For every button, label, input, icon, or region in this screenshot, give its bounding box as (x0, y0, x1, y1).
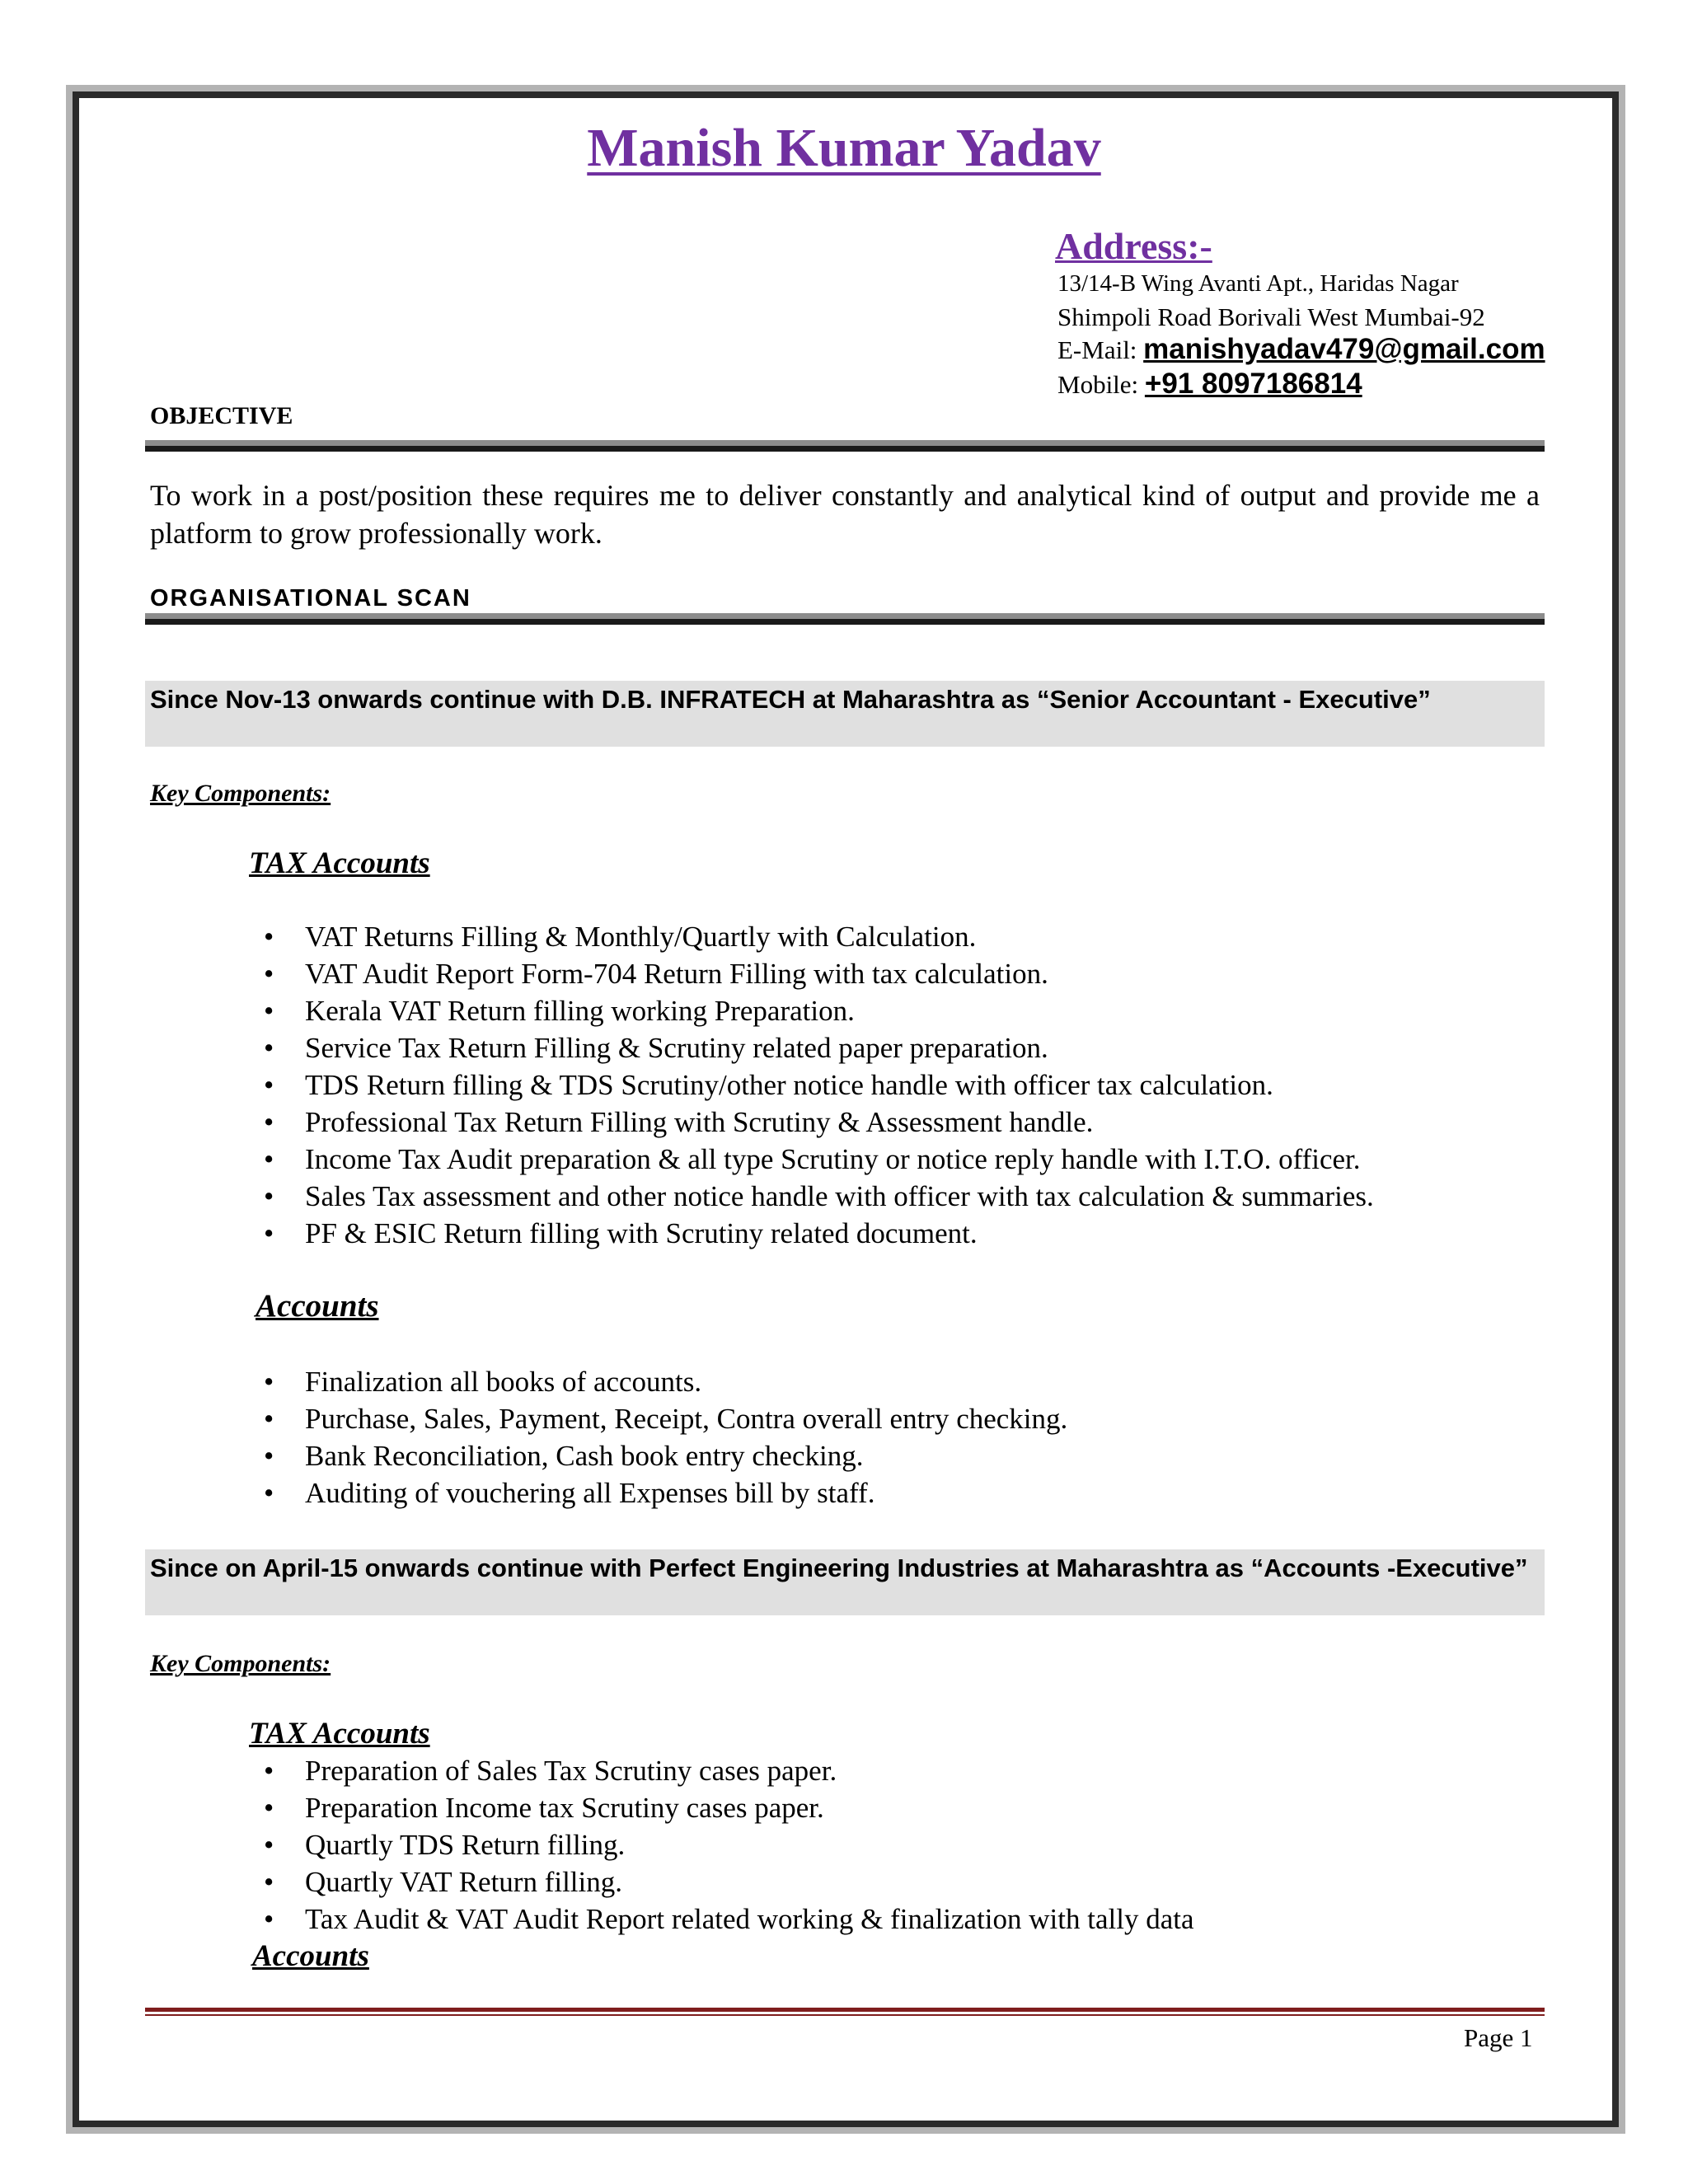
list-item: • Preparation Income tax Scrutiny cases paper. (305, 1789, 1194, 1826)
list-item: • PF & ESIC Return filling with Scrutiny related document. (305, 1215, 1374, 1252)
list-item: • Quartly VAT Return filling. (305, 1863, 1194, 1900)
job1-tax-list (305, 918, 1374, 1252)
list-item: • Tax Audit & VAT Audit Report related working & finalization with tally data (305, 1900, 1194, 1938)
job1-accounts-list (305, 1363, 1067, 1511)
objective-text: To work in a post/position these requires me to deliver constantly and analytical kind of output and provide me a platform to grow professionally work. (150, 479, 1540, 550)
mobile-row (1057, 368, 1362, 401)
footer-divider (145, 2008, 1545, 2016)
list-item: • VAT Returns Filling & Monthly/Quartly with Calculation. (305, 918, 1374, 955)
organisational-scan-title: ORGANISATIONAL SCAN (150, 585, 471, 612)
email-row (1057, 333, 1545, 366)
mobile-number: +91 8097186814 (1144, 368, 1362, 400)
list-item: • VAT Audit Report Form-704 Return Filling with tax calculation. (305, 955, 1374, 992)
objective-title: OBJECTIVE (150, 402, 293, 429)
objective-divider (145, 440, 1545, 452)
list-item: • TDS Return filling & TDS Scrutiny/other notice handle with officer tax calculation. (305, 1066, 1374, 1104)
email-link[interactable]: manishyadav479@gmail.com (1143, 333, 1545, 365)
candidate-name: Manish Kumar Yadav (587, 118, 1101, 178)
list-item: • Professional Tax Return Filling with Scrutiny & Assessment handle. (305, 1104, 1374, 1141)
list-item: • Auditing of vouchering all Expenses bill by staff. (305, 1474, 1067, 1511)
list-item: • Finalization all books of accounts. (305, 1363, 1067, 1400)
address-line-2: Shimpoli Road Borivali West Mumbai-92 (1057, 302, 1485, 331)
job1-tax-accounts-title: TAX Accounts (249, 846, 430, 880)
job2-tax-list (305, 1752, 1194, 1938)
list-item: • Income Tax Audit preparation & all type Scrutiny or notice reply handle with I.T.O. officer. (305, 1141, 1374, 1178)
list-item: • Preparation of Sales Tax Scrutiny cases paper. (305, 1752, 1194, 1789)
page-number: Page 1 (1464, 2023, 1533, 2052)
list-item: • Purchase, Sales, Payment, Receipt, Contra overall entry checking. (305, 1400, 1067, 1437)
list-item: • Quartly TDS Return filling. (305, 1826, 1194, 1863)
job1-key-components: Key Components: (150, 780, 331, 807)
list-item: • Service Tax Return Filling & Scrutiny related paper preparation. (305, 1029, 1374, 1066)
job2-tax-accounts-title: TAX Accounts (249, 1717, 430, 1750)
list-item: • Sales Tax assessment and other notice handle with officer with tax calculation & summaries. (305, 1178, 1374, 1215)
job2-accounts-title: Accounts (252, 1939, 369, 1973)
organisational-scan-divider (145, 613, 1545, 625)
job2-key-components: Key Components: (150, 1650, 331, 1677)
address-heading: Address:- (1055, 225, 1212, 267)
list-item: • Kerala VAT Return filling working Preparation. (305, 992, 1374, 1029)
email-label: E-Mail: (1057, 335, 1137, 364)
list-item: • Bank Reconciliation, Cash book entry checking. (305, 1437, 1067, 1474)
job1-accounts-title: Accounts (256, 1288, 379, 1324)
job1-heading: Since Nov-13 onwards continue with D.B. INFRATECH at Maharashtra as “Senior Accountant - Executive” (145, 681, 1545, 747)
job2-heading: Since on April-15 onwards continue with Perfect Engineering Industries at Maharashtra as “Accounts -Executive” (145, 1549, 1545, 1615)
address-line-1: 13/14-B Wing Avanti Apt., Haridas Nagar (1057, 270, 1459, 297)
mobile-label: Mobile: (1057, 370, 1139, 399)
